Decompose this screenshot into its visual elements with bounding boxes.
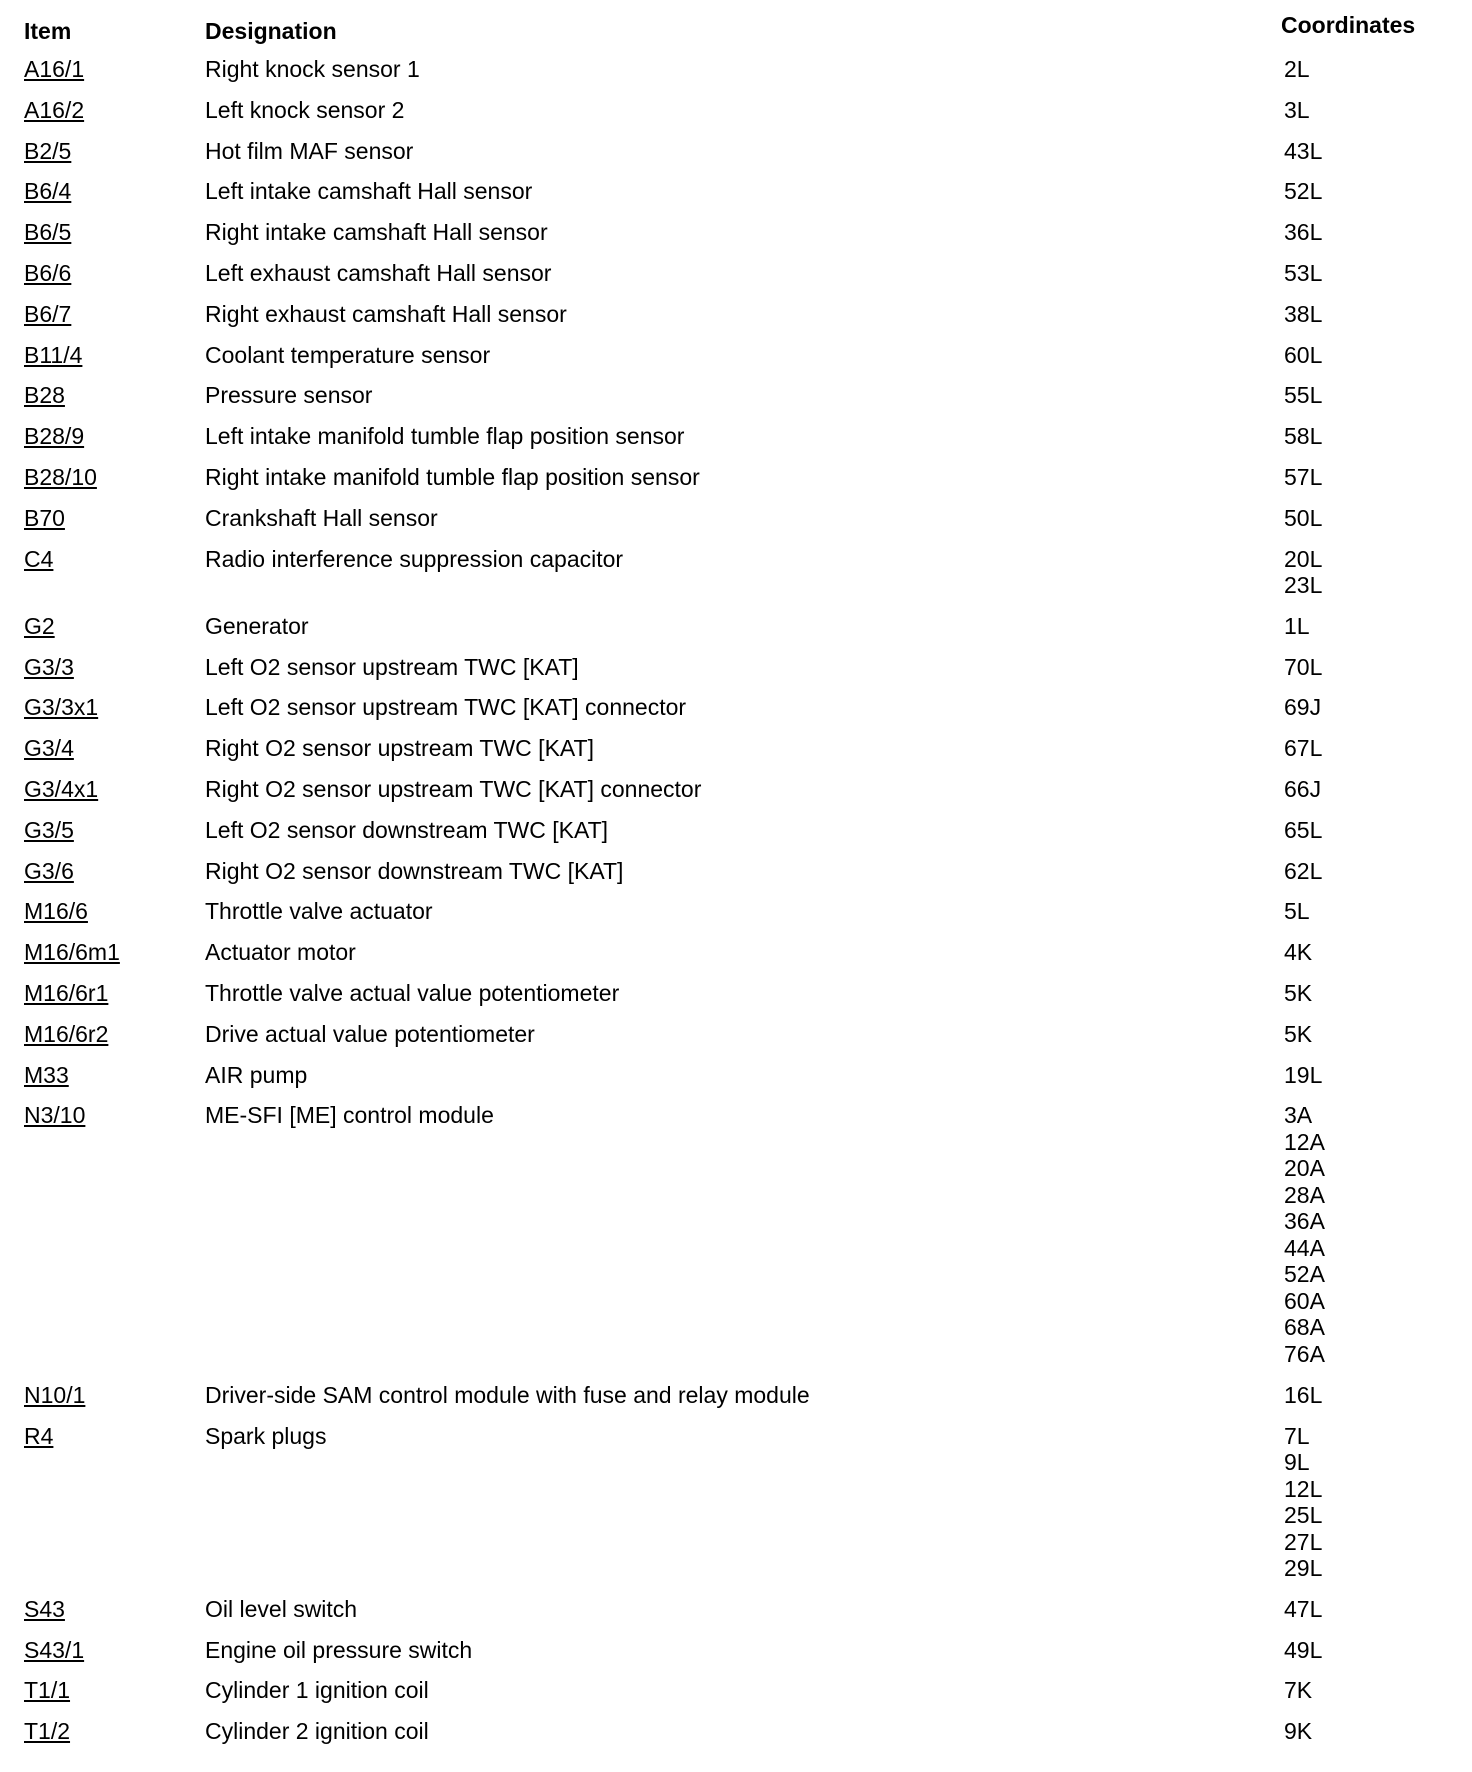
coordinates-cell [1284,1382,1434,1409]
coordinates-cell [1284,423,1434,450]
coordinates-cell [1284,464,1434,491]
coordinate-value: 69J [1284,694,1322,721]
item-link[interactable]: G3/3 [24,653,74,680]
coordinates-cell [1284,1677,1434,1704]
designation-text: Left knock sensor 2 [205,96,405,123]
coordinate-value: 4K [1284,939,1313,966]
item-link[interactable]: M16/6r2 [24,1020,109,1047]
item-link[interactable]: S43 [24,1595,65,1622]
designation-text: Spark plugs [205,1422,327,1449]
table-header [0,0,1472,46]
coordinate-value: 49L [1284,1636,1323,1663]
designation-text: Left O2 sensor upstream TWC [KAT] connector [205,694,687,721]
designation-text: ME-SFI [ME] control module [205,1102,494,1129]
item-link[interactable]: A16/2 [24,96,85,123]
table-row [0,939,1472,966]
coordinates-cell [1284,260,1434,287]
designation-text: Hot film MAF sensor [205,137,414,164]
designation-text: Oil level switch [205,1595,358,1622]
coordinate-value: 25L [1284,1502,1323,1529]
coordinate-value: 50L [1284,504,1323,531]
coordinate-value: 12A [1284,1128,1325,1155]
coordinates-cell [1284,654,1434,681]
table-row [0,1637,1472,1664]
coordinate-value: 36L [1284,219,1323,246]
coordinates-cell [1284,301,1434,328]
designation-text: Coolant temperature sensor [205,341,491,368]
coordinate-value: 29L [1284,1555,1323,1582]
coordinates-cell [1284,776,1434,803]
designation-text: Right intake camshaft Hall sensor [205,219,548,246]
item-link[interactable]: B6/4 [24,178,72,205]
table-row [0,546,1472,599]
coordinate-value: 52A [1284,1261,1325,1288]
coordinates-cell [1284,342,1434,369]
coordinate-value: 16L [1284,1381,1323,1408]
table-row [0,342,1472,369]
coordinate-value: 53L [1284,259,1323,286]
designation-text: Crankshaft Hall sensor [205,504,438,531]
designation-text: Left O2 sensor downstream TWC [KAT] [205,816,609,843]
table-row [0,817,1472,844]
coordinate-value: 27L [1284,1528,1323,1555]
item-link[interactable]: R4 [24,1422,54,1449]
designation-text: Right knock sensor 1 [205,56,420,82]
header-coordinates: Coordinates [1281,12,1416,38]
item-link[interactable]: B70 [24,504,65,531]
coordinate-value: 70L [1284,653,1323,680]
coordinate-value: 1L [1284,612,1310,639]
item-link[interactable]: B2/5 [24,137,72,164]
designation-text: Throttle valve actual value potentiometer [205,980,620,1007]
table-row [0,178,1472,205]
coordinate-value: 5K [1284,1020,1313,1047]
table-row [0,1718,1472,1745]
designation-text: Actuator motor [205,939,356,966]
coordinate-value: 62L [1284,857,1323,884]
coordinate-value: 28A [1284,1181,1325,1208]
item-link[interactable]: B6/6 [24,259,72,286]
item-link[interactable]: T1/1 [24,1677,71,1704]
coordinate-value: 66J [1284,776,1322,803]
table-row [0,382,1472,409]
coordinates-cell [1284,694,1434,721]
coordinate-value: 12L [1284,1475,1323,1502]
table-row [0,735,1472,762]
designation-text: Left O2 sensor upstream TWC [KAT] [205,653,579,680]
coordinate-value: 58L [1284,423,1323,450]
item-link[interactable]: B6/7 [24,300,72,327]
coordinates-cell [1284,56,1434,83]
coordinate-value: 3A [1284,1102,1313,1129]
item-link[interactable]: B11/4 [24,341,83,368]
designation-text: Driver-side SAM control module with fuse and relay module [205,1381,810,1408]
item-link[interactable]: T1/2 [24,1718,71,1745]
table-row [0,980,1472,1007]
table-row [0,613,1472,640]
designation-text: Right intake manifold tumble flap position sensor [205,463,700,490]
table-row [0,1382,1472,1409]
table-row [0,1062,1472,1089]
table-row [0,858,1472,885]
coordinate-value: 36A [1284,1208,1325,1235]
coordinates-cell [1284,1637,1434,1664]
coordinate-value: 2L [1284,56,1310,82]
item-link[interactable]: B6/5 [24,219,72,246]
component-table [0,56,1472,1759]
item-link[interactable]: M16/6m1 [24,939,120,966]
designation-text: Right O2 sensor upstream TWC [KAT] [205,735,594,762]
coordinates-cell [1284,613,1434,640]
coordinates-cell [1284,1423,1434,1582]
designation-text: Right exhaust camshaft Hall sensor [205,300,567,327]
item-link[interactable]: M33 [24,1061,69,1088]
coordinate-value: 20A [1284,1155,1325,1182]
designation-text: Throttle valve actuator [205,898,433,925]
table-row [0,1677,1472,1704]
coordinates-cell [1284,546,1434,599]
designation-text: Left intake manifold tumble flap position sensor [205,423,685,450]
coordinate-value: 43L [1284,137,1323,164]
item-link[interactable]: N10/1 [24,1381,86,1408]
item-link[interactable]: G3/3x1 [24,694,99,721]
item-link[interactable]: A16/1 [24,56,85,82]
designation-text: AIR pump [205,1061,308,1088]
table-row [0,1596,1472,1623]
designation-text: Right O2 sensor upstream TWC [KAT] connector [205,776,702,803]
item-link[interactable]: G3/6 [24,857,74,884]
table-row [0,1423,1472,1582]
coordinate-value: 60L [1284,341,1323,368]
coordinates-cell [1284,735,1434,762]
table-row [0,1021,1472,1048]
coordinates-cell [1284,219,1434,246]
table-row [0,505,1472,532]
designation-text: Radio interference suppression capacitor [205,545,624,572]
coordinate-value: 23L [1284,572,1323,599]
designation-text: Pressure sensor [205,382,373,409]
table-row [0,654,1472,681]
table-row [0,97,1472,124]
coordinate-value: 7K [1284,1677,1313,1704]
coordinates-cell [1284,1596,1434,1623]
item-link[interactable]: G2 [24,612,55,639]
coordinate-value: 60A [1284,1287,1325,1314]
table-row [0,219,1472,246]
coordinates-cell [1284,382,1434,409]
coordinate-value: 67L [1284,735,1323,762]
designation-text: Cylinder 2 ignition coil [205,1718,429,1745]
table-row [0,898,1472,925]
coordinate-value: 52L [1284,178,1323,205]
coordinates-cell [1284,97,1434,124]
item-link[interactable]: M16/6r1 [24,980,109,1007]
coordinates-cell [1284,898,1434,925]
coordinate-value: 3L [1284,96,1310,123]
coordinates-cell [1284,980,1434,1007]
coordinate-value: 19L [1284,1061,1323,1088]
table-row [0,776,1472,803]
coordinate-value: 47L [1284,1595,1323,1622]
item-link[interactable]: B28 [24,382,65,409]
coordinate-value: 5K [1284,980,1313,1007]
table-row [0,138,1472,165]
item-link[interactable]: G3/5 [24,816,74,843]
coordinate-value: 20L [1284,545,1323,572]
designation-text: Engine oil pressure switch [205,1636,473,1663]
table-row [0,301,1472,328]
table-row [0,694,1472,721]
item-link[interactable]: M16/6 [24,898,88,925]
coordinate-value: 9K [1284,1718,1313,1745]
table-row [0,464,1472,491]
designation-text: Right O2 sensor downstream TWC [KAT] [205,857,624,884]
coordinates-cell [1284,939,1434,966]
item-link[interactable]: B28/9 [24,423,85,450]
designation-text: Left exhaust camshaft Hall sensor [205,259,552,286]
table-row [0,1102,1472,1367]
coordinate-value: 76A [1284,1340,1325,1367]
item-link[interactable]: S43/1 [24,1636,85,1663]
table-row [0,260,1472,287]
item-link[interactable]: B28/10 [24,463,97,490]
coordinate-value: 38L [1284,300,1323,327]
coordinate-value: 65L [1284,816,1323,843]
item-link[interactable]: G3/4 [24,735,74,762]
coordinates-cell [1284,505,1434,532]
coordinates-cell [1284,1718,1434,1745]
coordinates-cell [1284,817,1434,844]
coordinate-value: 5L [1284,898,1310,925]
table-row [0,423,1472,450]
table-row [0,56,1472,83]
coordinates-cell [1284,1021,1434,1048]
header-item: Item [24,18,72,44]
item-link[interactable]: C4 [24,545,54,572]
coordinates-cell [1284,138,1434,165]
coordinates-cell [1284,858,1434,885]
designation-text: Generator [205,612,309,639]
coordinate-value: 44A [1284,1234,1325,1261]
coordinates-cell [1284,178,1434,205]
coordinate-value: 7L [1284,1422,1310,1449]
designation-text: Drive actual value potentiometer [205,1020,535,1047]
coordinate-value: 68A [1284,1314,1325,1341]
item-link[interactable]: G3/4x1 [24,776,99,803]
coordinate-value: 55L [1284,382,1323,409]
coordinate-value: 9L [1284,1449,1310,1476]
header-designation: Designation [205,18,337,44]
coordinate-value: 57L [1284,463,1323,490]
designation-text: Cylinder 1 ignition coil [205,1677,429,1704]
designation-text: Left intake camshaft Hall sensor [205,178,533,205]
coordinates-cell [1284,1102,1434,1367]
coordinates-cell [1284,1062,1434,1089]
item-link[interactable]: N3/10 [24,1102,86,1129]
